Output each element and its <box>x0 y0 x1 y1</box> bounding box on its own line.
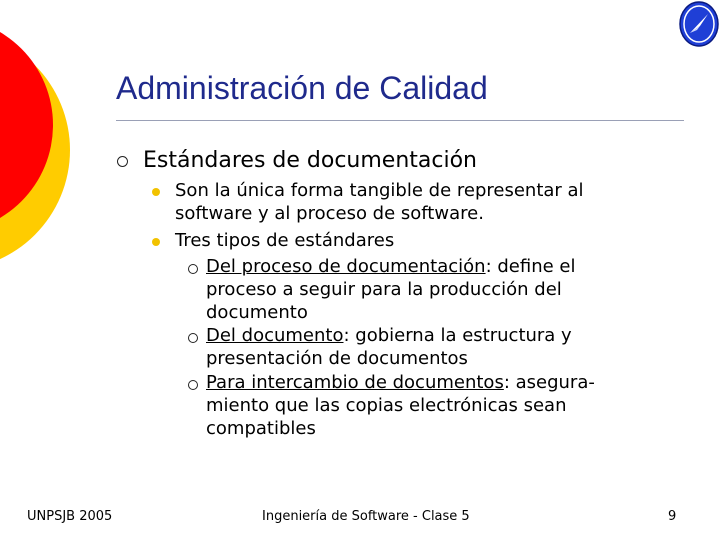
sub-bullet-1-line-1: Son la única forma tangible de representar al <box>175 180 584 201</box>
sub-bullet-1-line-2: software y al proceso de software. <box>175 203 484 224</box>
hollow-bullet-icon <box>188 333 198 343</box>
type-2-term: Del documento <box>206 325 344 346</box>
type-2-desc: : gobierna la estructura y <box>343 325 572 346</box>
decorative-circles <box>0 0 80 300</box>
type-3-term: Para intercambio de documentos <box>206 372 504 393</box>
slide-title: Administración de Calidad <box>116 70 488 106</box>
hollow-bullet-icon <box>188 264 198 274</box>
bullet-standards: Estándares de documentación <box>143 148 477 173</box>
compass-logo-icon <box>678 0 720 48</box>
type-3-line-2: miento que las copias electrónicas sean <box>206 395 567 416</box>
type-1-desc: : define el <box>485 256 576 277</box>
yellow-bullet-icon <box>152 238 160 246</box>
type-1-line-2: proceso a seguir para la producción del <box>206 279 562 300</box>
type-1-line-3: documento <box>206 302 308 323</box>
sub-bullet-2: Tres tipos de estándares <box>175 230 395 251</box>
footer-left: UNPSJB 2005 <box>27 509 113 524</box>
page-number: 9 <box>668 509 677 524</box>
type-3-line-3: compatibles <box>206 418 316 439</box>
type-1-term: Del proceso de documentación <box>206 256 486 277</box>
type-1-line-1 <box>206 256 575 278</box>
footer-center: Ingeniería de Software - Clase 5 <box>262 509 470 524</box>
type-3-line-1 <box>206 372 595 394</box>
type-3-desc: : asegura- <box>503 372 595 393</box>
hollow-bullet-icon <box>117 156 128 167</box>
type-2-line-2: presentación de documentos <box>206 348 468 369</box>
hollow-bullet-icon <box>188 380 198 390</box>
title-divider <box>116 120 684 121</box>
type-2-line-1 <box>206 325 572 347</box>
yellow-bullet-icon <box>152 188 160 196</box>
